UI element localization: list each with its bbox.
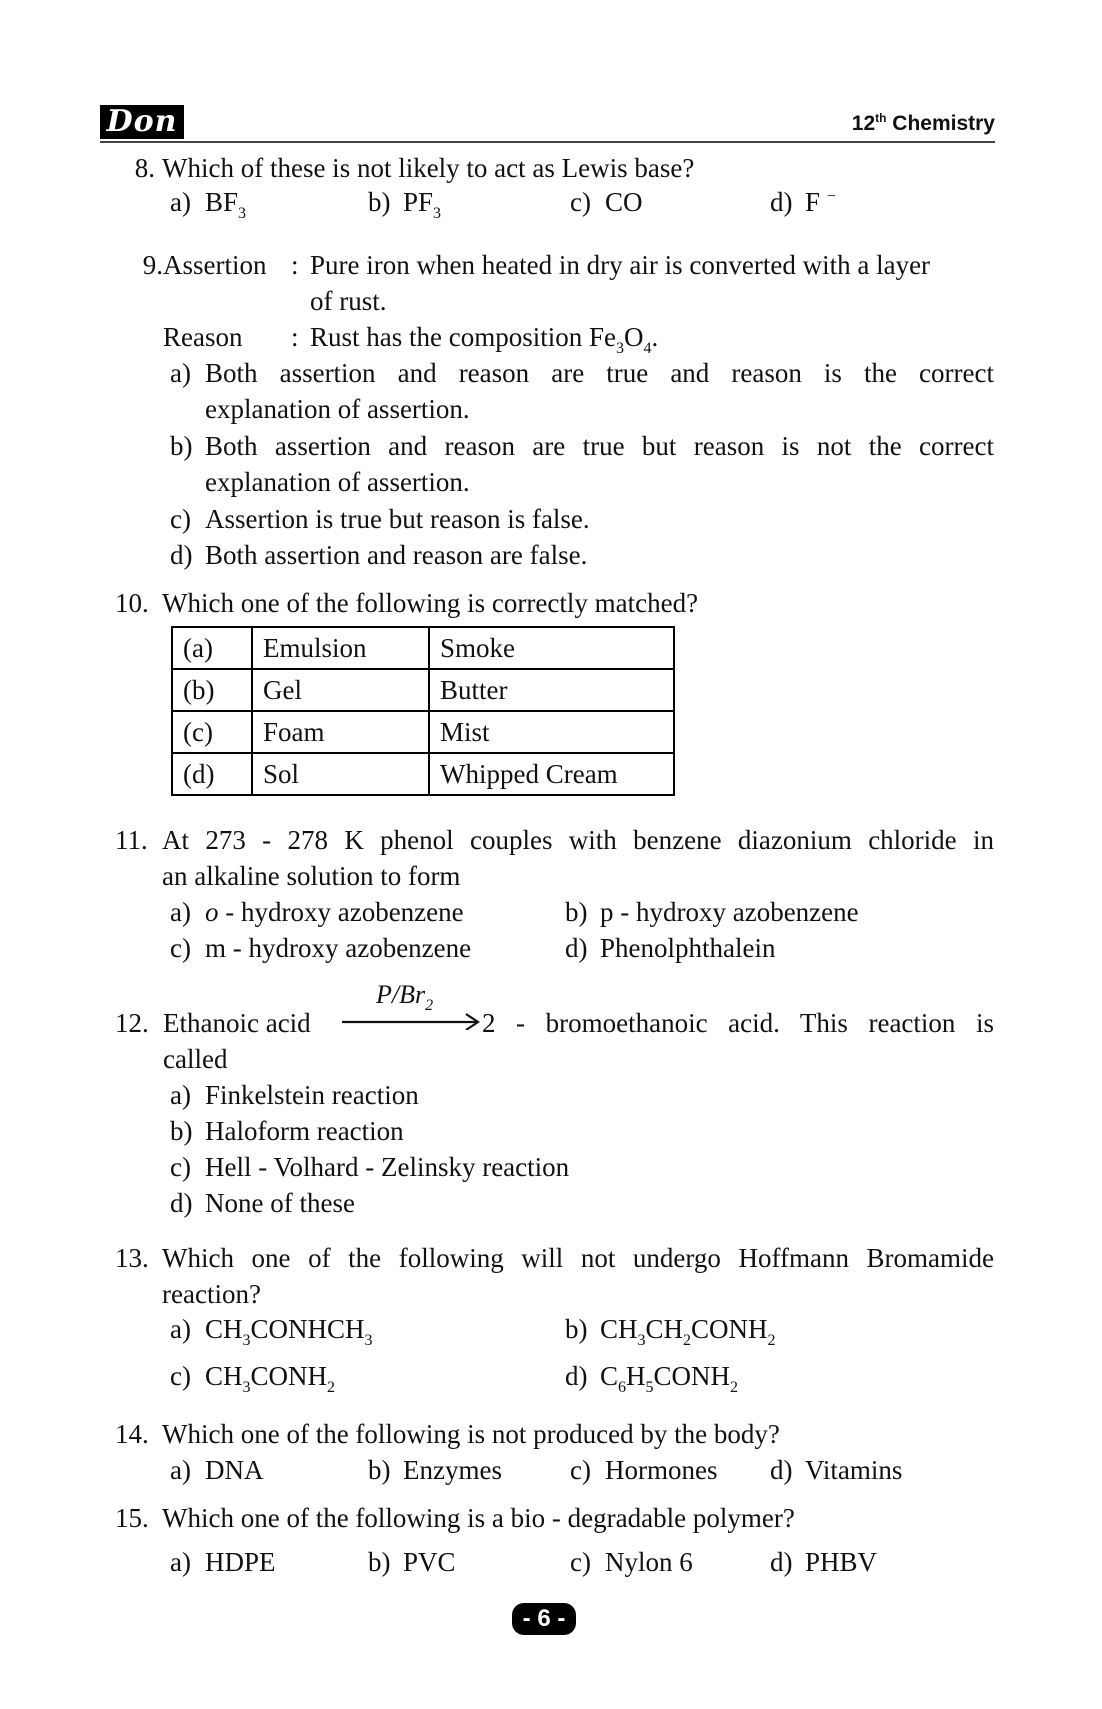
reactant-text: Ethanoic acid <box>163 1008 311 1038</box>
option-b[interactable] <box>565 1311 776 1347</box>
option-c[interactable] <box>570 1544 693 1580</box>
table-row <box>172 669 674 711</box>
reason-text <box>310 319 658 355</box>
option-label: c) <box>170 1361 191 1391</box>
colloid-type-cell: Foam <box>252 711 429 753</box>
option-label: a) <box>170 1080 191 1110</box>
option-label: b) <box>565 1314 588 1344</box>
page-header <box>100 105 995 143</box>
question-text: Which one of the following is correctly matched? <box>162 588 699 618</box>
option-text: Both assertion and reason are false. <box>205 540 588 570</box>
option-b[interactable] <box>368 184 441 220</box>
chemical-formula <box>600 1361 739 1396</box>
option-b[interactable] <box>565 894 859 930</box>
option-d[interactable] <box>565 1358 738 1394</box>
option-a[interactable] <box>170 184 246 220</box>
option-label: a) <box>170 897 191 927</box>
option-text: PF <box>403 187 434 217</box>
option-label: d) <box>565 1361 588 1391</box>
option-label: d) <box>770 187 793 217</box>
subscript: 2 <box>425 997 434 1014</box>
option-text: Assertion is true but reason is false. <box>205 504 590 534</box>
option-d[interactable] <box>770 184 836 220</box>
option-label: d) <box>170 540 193 570</box>
assertion-text-cont: of rust. <box>310 286 387 316</box>
chemical-formula <box>600 1314 776 1349</box>
option-text: HDPE <box>205 1547 276 1577</box>
option-label-cell[interactable]: (a) <box>172 627 252 669</box>
option-text: Hell - Volhard - Zelinsky reaction <box>205 1152 570 1182</box>
option-text-cont: explanation of assertion. <box>205 394 470 424</box>
don-logo: Don <box>100 105 184 139</box>
option-b[interactable] <box>368 1452 502 1488</box>
formula-part: CH <box>205 1361 243 1391</box>
reason-formula-o: O <box>624 322 644 352</box>
option-text: Phenolphthalein <box>600 933 776 963</box>
formula-subscript: 2 <box>683 1332 692 1349</box>
subscript: 4 <box>643 340 652 357</box>
option-label: c) <box>170 933 191 963</box>
option-label: a) <box>170 1314 191 1344</box>
formula-part: CONHCH <box>250 1314 365 1344</box>
question-number: 10. <box>115 588 149 618</box>
formula-part: CONH <box>250 1361 328 1391</box>
option-text: F <box>805 187 821 217</box>
option-c[interactable] <box>570 184 643 220</box>
option-label: b) <box>565 897 588 927</box>
question-text: Which one of the following will not undergo Hoffmann Bromamide <box>162 1243 994 1273</box>
chemical-formula <box>205 1314 373 1349</box>
question-number: 11. <box>115 825 148 855</box>
option-text: m - hydroxy azobenzene <box>205 933 472 963</box>
period: . <box>651 322 659 352</box>
option-text: Finkelstein reaction <box>205 1080 419 1110</box>
reason-formula-fe: Rust has the composition Fe <box>310 322 616 352</box>
formula-part: C <box>600 1361 619 1391</box>
formula-subscript: 2 <box>767 1332 776 1349</box>
formula-subscript: 2 <box>327 1379 336 1396</box>
option-a[interactable] <box>170 1452 264 1488</box>
question-text: Which one of the following is a bio - degradable polymer? <box>162 1503 795 1533</box>
option-label: d) <box>170 1188 193 1218</box>
question-number: 9. <box>142 250 163 280</box>
assertion-label: Assertion <box>163 250 267 280</box>
question-number: 8. <box>134 153 155 183</box>
option-c[interactable] <box>170 1358 335 1394</box>
option-d[interactable] <box>565 930 775 966</box>
formula-part: CH <box>600 1314 638 1344</box>
question-text: At 273 - 278 K phenol couples with benzene diazonium chloride in <box>162 825 994 855</box>
formula-part: CONH <box>653 1361 731 1391</box>
option-text: Nylon 6 <box>605 1547 693 1577</box>
option-text: BF <box>205 187 239 217</box>
option-prefix: o <box>205 897 219 927</box>
option-text: - hydroxy azobenzene <box>218 897 464 927</box>
example-cell: Butter <box>429 669 674 711</box>
option-label: a) <box>170 1547 191 1577</box>
option-label: b) <box>170 1116 193 1146</box>
assertion-text: Pure iron when heated in dry air is converted with a layer <box>310 250 931 280</box>
option-text: Hormones <box>605 1455 718 1485</box>
option-label: d) <box>770 1455 793 1485</box>
option-a[interactable] <box>170 1544 276 1580</box>
page-number-badge: - 6 - <box>512 1603 576 1635</box>
option-label: b) <box>170 431 193 461</box>
option-subscript: 3 <box>433 205 442 222</box>
table-row <box>172 627 674 669</box>
option-text: CO <box>605 187 643 217</box>
option-label: b) <box>368 187 391 217</box>
option-a[interactable] <box>170 894 464 930</box>
option-label: a) <box>170 1455 191 1485</box>
formula-part: CH <box>645 1314 684 1344</box>
question-number: 15. <box>115 1503 149 1533</box>
reason-label: Reason <box>163 322 243 352</box>
formula-subscript: 3 <box>242 1379 251 1396</box>
option-label: b) <box>368 1455 391 1485</box>
reagent-text: P/Br <box>376 980 426 1009</box>
colloid-type-cell: Gel <box>252 669 429 711</box>
formula-subscript: 5 <box>645 1379 654 1396</box>
option-text: p - hydroxy azobenzene <box>600 897 859 927</box>
option-c[interactable] <box>170 930 471 966</box>
option-c[interactable] <box>570 1452 717 1488</box>
subject-name: Chemistry <box>886 112 995 135</box>
option-text: Both assertion and reason are true but reason is not the correct <box>205 431 994 461</box>
question-text-cont: reaction? <box>162 1279 261 1309</box>
option-label: a) <box>170 187 191 217</box>
formula-subscript: 3 <box>637 1332 646 1349</box>
option-a[interactable] <box>170 1311 373 1347</box>
product-text: 2 - bromoethanoic acid. This reaction is <box>482 1008 994 1038</box>
option-text-cont: explanation of assertion. <box>205 467 470 497</box>
option-text: Haloform reaction <box>205 1116 404 1146</box>
table-row <box>172 711 674 753</box>
subject-title <box>852 111 995 136</box>
option-text: Vitamins <box>805 1455 903 1485</box>
option-label-cell[interactable]: (d) <box>172 753 252 795</box>
option-label: c) <box>170 504 191 534</box>
option-label: c) <box>570 187 591 217</box>
formula-subscript: 3 <box>364 1332 373 1349</box>
example-cell: Whipped Cream <box>429 753 674 795</box>
reaction-reagent <box>376 980 434 1014</box>
example-cell: Smoke <box>429 627 674 669</box>
option-b[interactable] <box>368 1544 456 1580</box>
colloid-type-cell: Emulsion <box>252 627 429 669</box>
option-text: None of these <box>205 1188 355 1218</box>
option-text: PVC <box>403 1547 456 1577</box>
option-label-cell[interactable]: (b) <box>172 669 252 711</box>
option-superscript: − <box>826 188 836 205</box>
matching-table <box>171 626 675 796</box>
question-text: Which one of the following is not produced by the body? <box>162 1419 780 1449</box>
reason-separator: : <box>291 322 299 352</box>
option-label: b) <box>368 1547 391 1577</box>
option-d[interactable] <box>770 1452 902 1488</box>
assertion-separator: : <box>291 250 299 280</box>
formula-part: H <box>626 1361 646 1391</box>
colloid-type-cell: Sol <box>252 753 429 795</box>
option-label: c) <box>570 1455 591 1485</box>
grade-suffix: th <box>875 111 887 125</box>
table-row <box>172 753 674 795</box>
formula-subscript: 2 <box>730 1379 739 1396</box>
question-text-cont: an alkaline solution to form <box>162 861 461 891</box>
question-number: 12. <box>115 1008 149 1038</box>
formula-subscript: 6 <box>618 1379 627 1396</box>
example-cell: Mist <box>429 711 674 753</box>
option-label: d) <box>565 933 588 963</box>
option-label: c) <box>570 1547 591 1577</box>
option-text: DNA <box>205 1455 264 1485</box>
chemical-formula <box>205 1361 336 1396</box>
formula-part: CH <box>205 1314 243 1344</box>
formula-part: CONH <box>691 1314 768 1344</box>
subscript: 3 <box>616 340 624 357</box>
question-number: 14. <box>115 1419 149 1449</box>
question-text: Which of these is not likely to act as Lewis base? <box>162 153 695 183</box>
option-text: Enzymes <box>403 1455 502 1485</box>
grade-number: 12 <box>851 112 876 135</box>
option-d[interactable] <box>770 1544 877 1580</box>
question-number: 13. <box>115 1243 149 1273</box>
option-label-cell[interactable]: (c) <box>172 711 252 753</box>
question-text-cont: called <box>163 1044 228 1074</box>
option-text: PHBV <box>805 1547 878 1577</box>
option-label: a) <box>170 358 191 388</box>
option-label: d) <box>770 1547 793 1577</box>
option-label: c) <box>170 1152 191 1182</box>
option-subscript: 3 <box>238 205 247 222</box>
option-text: Both assertion and reason are true and reason is the correct <box>205 358 994 388</box>
reaction-arrow-icon <box>342 1010 482 1030</box>
formula-subscript: 3 <box>242 1332 251 1349</box>
